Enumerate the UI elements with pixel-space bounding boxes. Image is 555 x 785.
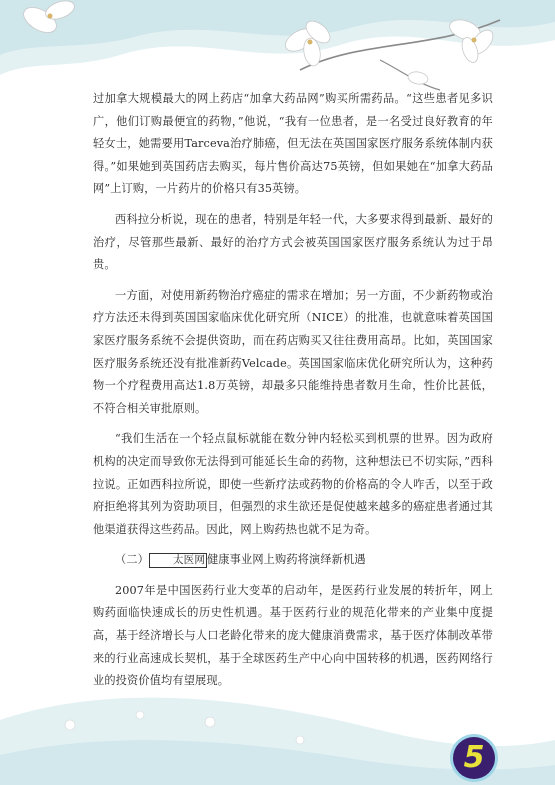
article-body bbox=[93, 88, 493, 701]
page-number: 5 bbox=[463, 740, 485, 775]
paragraph-1: 过加拿大规模最大的网上药店“加拿大药品网”购买所需药品。“这些患者见多识广，他们订购最便宜的药物，”他说，“我有一位患者，是一名受过良好教育的年轻女士，她需要用Tarceva治疗肺癌，但无法在英国国家医疗服务系统体制内获得。”如果她到英国药店去购买，每片售价高达75英镑，但如果她在“加拿大药品网”上订购，一片药片的价格只有35英镑。 bbox=[93, 92, 493, 196]
page-number-badge bbox=[453, 737, 495, 779]
section-heading-text: 健康事业网上购药将演绎新机遇 bbox=[206, 553, 366, 567]
paragraph-3: 一方面，对使用新药物治疗癌症的需求在增加；另一方面，不少新药物或治疗方法还未得到英国国家临床优化研究所（NICE）的批准，也就意味着英国国家医疗服务系统不会提供资助，而在药店购买又往往费用高昂。比如，英国国家医疗服务系统还没有批准新药Velcade。英国国家临床优化研究所认为，这种药物一个疗程费用高达1.8万英镑，却最多只能维持患者数月生命，性价比甚低，不符合相关审批原则。 bbox=[93, 288, 493, 415]
section-heading-prefix: （二） bbox=[115, 553, 150, 567]
paragraph-2: 西科拉分析说，现在的患者，特别是年轻一代，大多要求得到最新、最好的治疗，尽管那些最新、最好的治疗方式会被英国国家医疗服务系统认为过于昂贵。 bbox=[93, 212, 493, 272]
section-heading bbox=[93, 549, 493, 572]
brand-box-label: 太医网 bbox=[149, 553, 207, 568]
paragraph-5: 2007年是中国医药行业大变革的启动年，是医药行业发展的转折年，网上购药面临快速成长的历史性机遇。基于医药行业的规范化带来的产业集中度提高，基于经济增长与人口老龄化带来的庞大健康消费需求，基于医疗体制改革带来的行业高速成长契机，基于全球医药生产中心向中国转移的机遇，医药网络行业的投资价值均有望展现。 bbox=[93, 583, 493, 688]
paragraph-4: “我们生活在一个轻点鼠标就能在数分钟内轻松买到机票的世界。因为政府机构的决定而导致你无法得到可能延长生命的药物，这种想法已不切实际，”西科拉说。正如西科拉所说，即使一些新疗法或药物的价格高的令人咋舌，以至于政府拒绝将其列为资助项目，但强烈的求生欲还是促使越来越多的癌症患者通过其他渠道获得这些药品。因此，网上购药热也就不足为奇。 bbox=[93, 432, 493, 536]
